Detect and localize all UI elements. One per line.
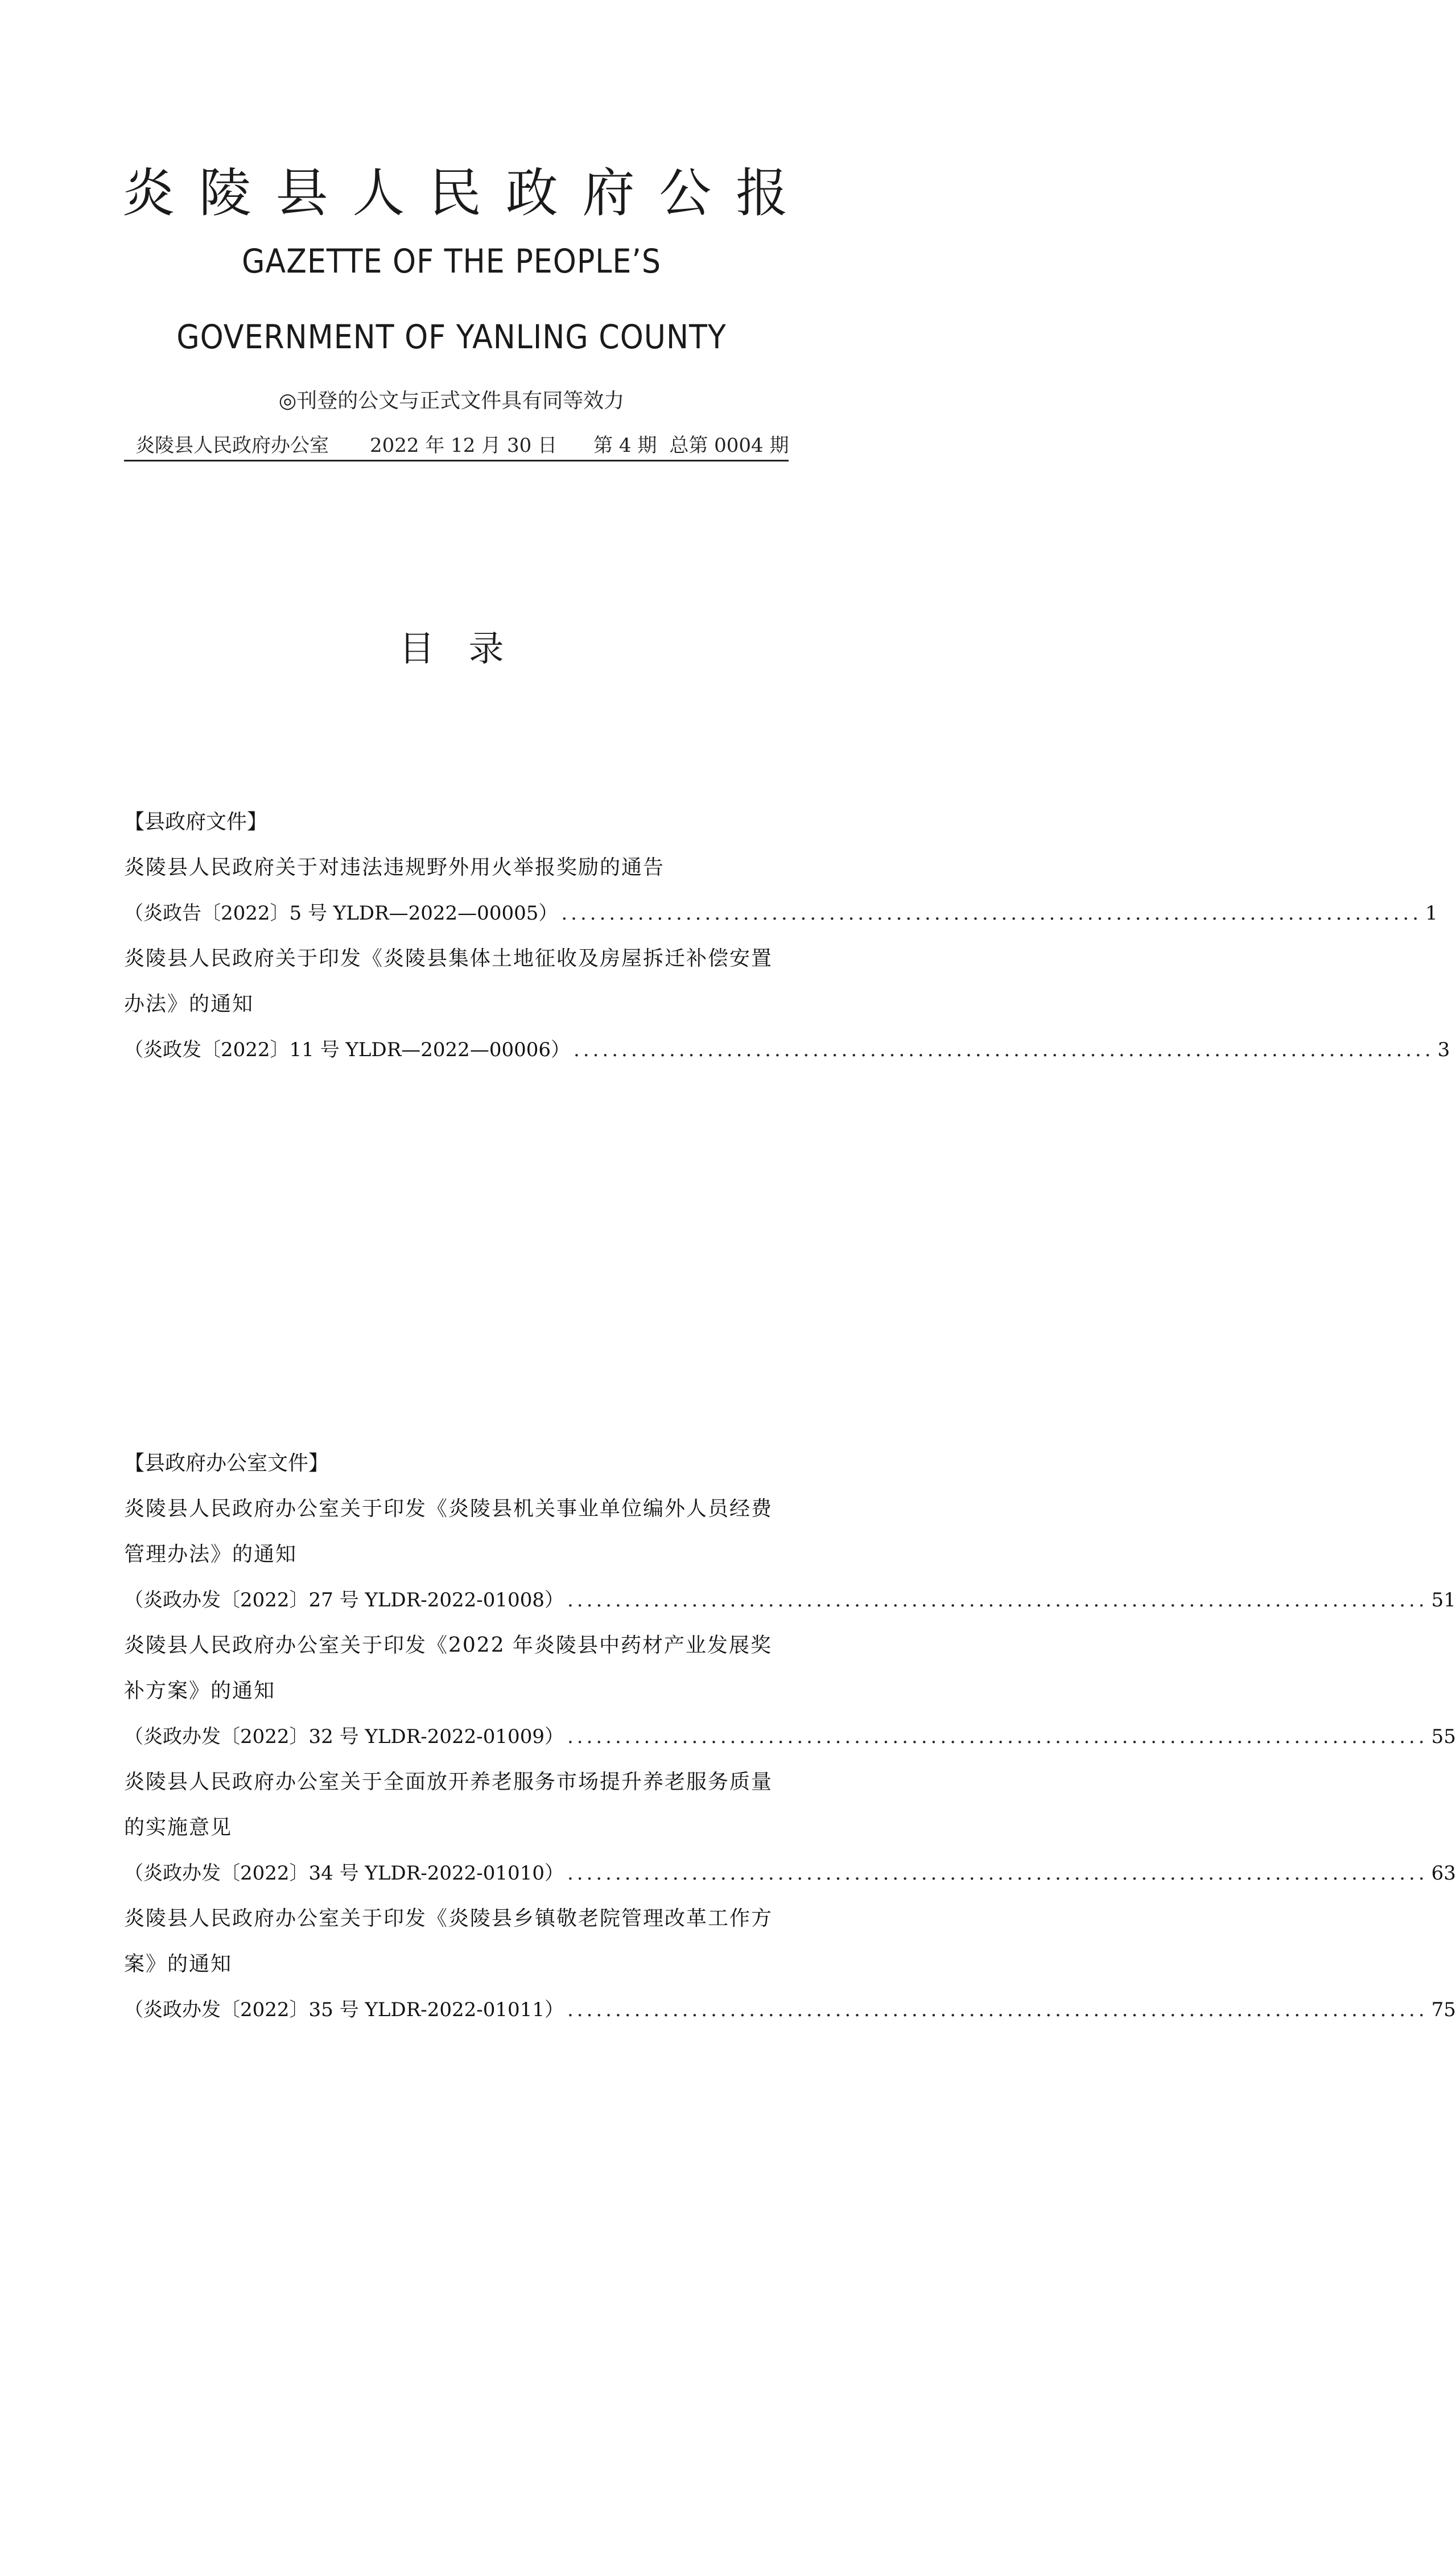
toc-entry-reference[interactable]	[124, 1577, 1456, 1623]
dot-leader: ..........................................................................................	[573, 1039, 1434, 1061]
dot-leader: ..........................................................................................	[561, 902, 1422, 925]
dot-leader: ..........................................................................................	[567, 1998, 1428, 2021]
masthead-title-en-line1: GAZETTE OF THE PEOPLE’S	[241, 242, 662, 281]
toc-entry-reference[interactable]	[124, 1851, 1456, 1896]
toc-entry-title[interactable]: 炎陵县人民政府办公室关于全面放开养老服务市场提升养老服务质量的实施意见	[124, 1770, 773, 1839]
masthead-title-en-line2: GOVERNMENT OF YANLING COUNTY	[176, 318, 727, 356]
toc-entry-title[interactable]: 炎陵县人民政府关于对违法违规野外用火举报奖励的通告	[124, 856, 665, 879]
document-number: （炎政告〔2022〕5 号 YLDR—2022—00005）	[124, 902, 558, 925]
masthead-title-cn: 炎陵县人民政府公报	[122, 163, 788, 224]
page-number: 63	[1431, 1862, 1456, 1885]
page-number: 3	[1437, 1039, 1450, 1061]
toc-entry-reference[interactable]	[124, 891, 1438, 936]
document-number: （炎政发〔2022〕11 号 YLDR—2022—00006）	[124, 1039, 570, 1061]
toc-entry-reference[interactable]	[124, 1027, 1450, 1073]
toc-entry-title[interactable]: 炎陵县人民政府办公室关于印发《2022 年炎陵县中药材产业发展奖补方案》的通知	[124, 1634, 773, 1703]
toc-entry-title[interactable]: 炎陵县人民政府关于印发《炎陵县集体土地征收及房屋拆迁补偿安置办法》的通知	[124, 947, 773, 1016]
document-number: （炎政办发〔2022〕32 号 YLDR-2022-01009）	[124, 1725, 564, 1748]
toc-title: 目录	[399, 628, 538, 669]
page-number: 1	[1425, 902, 1438, 925]
document-number: （炎政办发〔2022〕27 号 YLDR-2022-01008）	[124, 1589, 564, 1612]
toc-entry-reference[interactable]	[124, 1714, 1456, 1759]
section-heading: 【县政府办公室文件】	[124, 1452, 329, 1475]
total-issue-number: 总第 0004 期	[669, 434, 789, 457]
document-number: （炎政办发〔2022〕35 号 YLDR-2022-01011）	[124, 1998, 564, 2021]
page-number: 75	[1431, 1998, 1456, 2021]
dot-leader: ..........................................................................................	[567, 1589, 1428, 1612]
toc-entry-reference[interactable]	[124, 1987, 1456, 2033]
section-heading: 【县政府文件】	[124, 810, 268, 834]
toc-entry-title[interactable]: 炎陵县人民政府办公室关于印发《炎陵县机关事业单位编外人员经费管理办法》的通知	[124, 1497, 773, 1566]
page-number: 55	[1431, 1725, 1456, 1748]
issue-info-line	[124, 430, 789, 461]
issue-number: 第 4 期	[593, 434, 657, 457]
issue-date: 2022 年 12 月 30 日	[370, 434, 558, 457]
toc-section-county-government	[124, 800, 1450, 1073]
issuer: 炎陵县人民政府办公室	[135, 434, 329, 457]
dot-leader: ..........................................................................................	[567, 1725, 1428, 1748]
toc-section-county-government-office	[124, 1441, 1456, 2033]
toc-entry-title[interactable]: 炎陵县人民政府办公室关于印发《炎陵县乡镇敬老院管理改革工作方案》的通知	[124, 1907, 773, 1976]
page-number: 51	[1431, 1589, 1456, 1612]
validity-note: ◎刊登的公文与正式文件具有同等效力	[278, 389, 625, 413]
dot-leader: ..........................................................................................	[567, 1862, 1428, 1885]
document-number: （炎政办发〔2022〕34 号 YLDR-2022-01010）	[124, 1862, 564, 1885]
